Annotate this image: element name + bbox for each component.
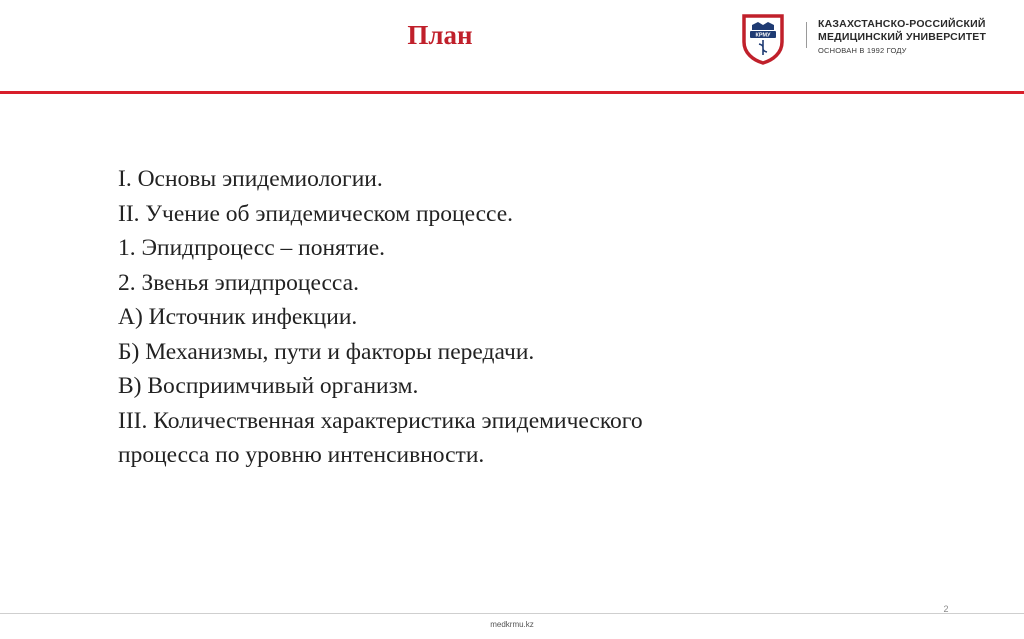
header-divider [0,91,1024,94]
logo-divider [806,22,807,48]
plan-item: I. Основы эпидемиологии. [118,166,383,192]
logo-badge-text: КРМУ [755,32,771,39]
slide-title: План [407,20,473,50]
plan-item: 1. Эпидпроцесс – понятие. [118,235,386,261]
page-number: 2 [943,604,949,614]
university-name-line1: КАЗАХСТАНСКО-РОССИЙСКИЙ [818,18,986,30]
plan-item: 2. Звенья эпидпроцесса. [118,269,359,296]
plan-item: III. Количественная характеристика эпидемического [118,407,643,434]
university-logo-shield [739,13,787,65]
plan-item: II. Учение об эпидемическом процессе. [118,200,514,227]
plan-item: В) Восприимчивый организм. [118,373,419,399]
plan-list [118,162,918,473]
footer-url: medkrmu.kz [490,620,534,629]
plan-item: процесса по уровню интенсивности. [118,442,485,468]
university-founded-text: ОСНОВАН В 1992 ГОДУ [818,46,907,55]
plan-item: А) Источник инфекции. [118,304,358,330]
footer-divider [0,613,1024,614]
plan-item: Б) Механизмы, пути и факторы передачи. [118,338,535,365]
university-name-line2: МЕДИЦИНСКИЙ УНИВЕРСИТЕТ [818,31,987,43]
